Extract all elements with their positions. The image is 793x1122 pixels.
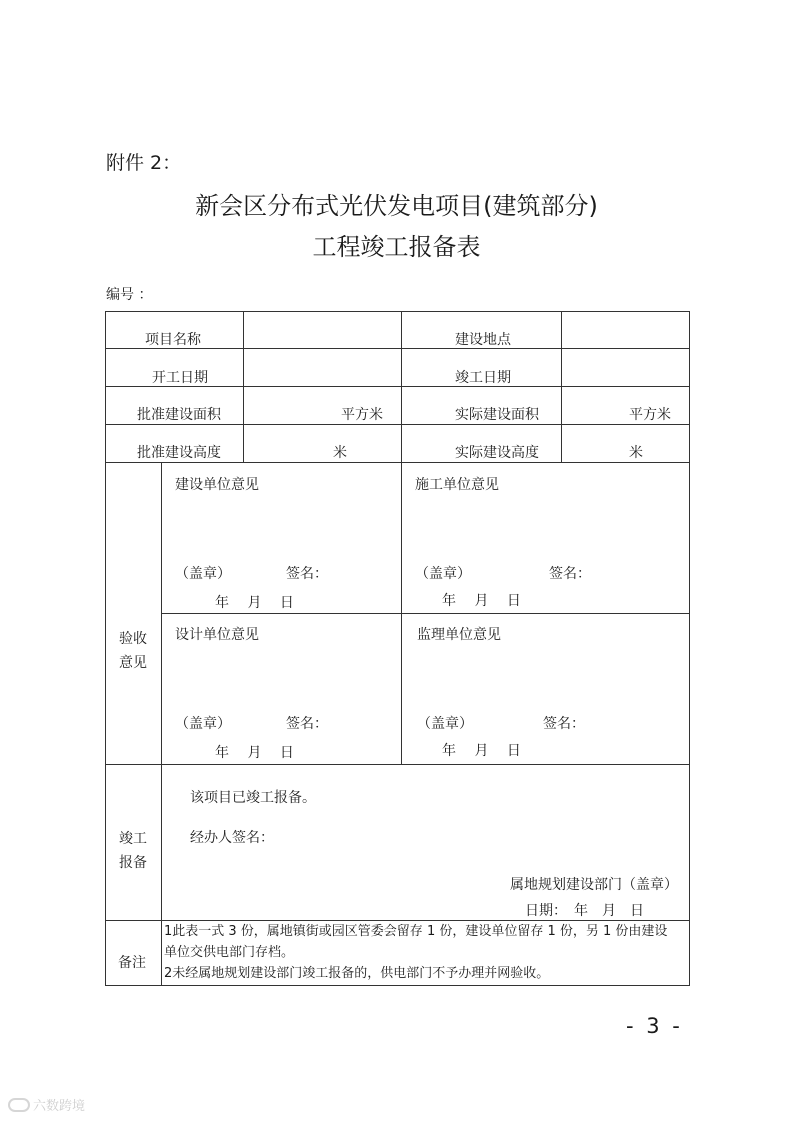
approved-height-label: 批准建设高度 — [137, 445, 221, 461]
remark-line-2: 单位交供电部门存档。 — [164, 945, 295, 960]
planning-department-stamp: 属地规划建设部门（盖章） — [510, 877, 678, 893]
handler-signature-label: 经办人签名： — [190, 830, 274, 846]
builder-opinion-title: 建设单位意见 — [175, 477, 259, 493]
filing-statement: 该项目已竣工报备。 — [190, 790, 316, 806]
remarks-label: 备注 — [118, 955, 146, 971]
contractor-stamp: （盖章） — [415, 566, 471, 582]
completion-date-label: 竣工日期 — [455, 370, 511, 386]
acceptance-opinion-label: 验收 意见 — [119, 631, 147, 671]
builder-signature: 签名： — [286, 566, 328, 582]
designer-date: 年 月 日 — [215, 745, 294, 761]
watermark-text: 六数跨境 — [33, 1099, 86, 1114]
builder-date: 年 月 日 — [215, 595, 294, 611]
project-name-label: 项目名称 — [145, 332, 201, 348]
contractor-signature: 签名： — [549, 566, 591, 582]
start-date-label: 开工日期 — [152, 370, 208, 386]
contractor-date: 年 月 日 — [442, 593, 521, 609]
form-title-line2: 工程竣工报备表 — [312, 233, 481, 261]
supervisor-date: 年 月 日 — [442, 743, 521, 759]
actual-height-label: 实际建设高度 — [455, 445, 539, 461]
remarks-text — [164, 921, 690, 984]
remark-line-3: 2未经属地规划建设部门竣工报备的，供电部门不予办理并网验收。 — [164, 966, 550, 981]
watermark — [8, 1095, 85, 1114]
supervisor-signature: 签名： — [543, 716, 585, 732]
supervisor-stamp: （盖章） — [417, 716, 473, 732]
actual-area-label: 实际建设面积 — [455, 407, 539, 423]
page-number: - 3 - — [626, 1014, 683, 1038]
form-title-line1: 新会区分布式光伏发电项目(建筑部分) — [195, 192, 598, 220]
designer-stamp: （盖章） — [175, 716, 231, 732]
actual-height-unit: 米 — [629, 445, 643, 461]
serial-number-label: 编号 ： — [106, 287, 153, 303]
remark-line-1: 1此表一式 3 份，属地镇街或园区管委会留存 1 份，建设单位留存 1 份，另 1 份由建设 — [164, 924, 668, 939]
filing-form-table — [105, 311, 690, 986]
designer-signature: 签名： — [286, 716, 328, 732]
completion-filing-label: 竣工 报备 — [119, 831, 147, 871]
approved-area-unit: 平方米 — [341, 407, 383, 423]
builder-stamp: （盖章） — [175, 566, 231, 582]
attachment-label: 附件 2： — [106, 152, 182, 174]
approved-height-unit: 米 — [333, 445, 347, 461]
approved-area-label: 批准建设面积 — [137, 407, 221, 423]
construction-site-label: 建设地点 — [455, 332, 511, 348]
designer-opinion-title: 设计单位意见 — [175, 627, 259, 643]
watermark-logo-icon — [8, 1098, 30, 1112]
contractor-opinion-title: 施工单位意见 — [415, 477, 499, 493]
filing-date: 日期： 年 月 日 — [525, 903, 644, 919]
supervisor-opinion-title: 监理单位意见 — [417, 627, 501, 643]
actual-area-unit: 平方米 — [629, 407, 671, 423]
